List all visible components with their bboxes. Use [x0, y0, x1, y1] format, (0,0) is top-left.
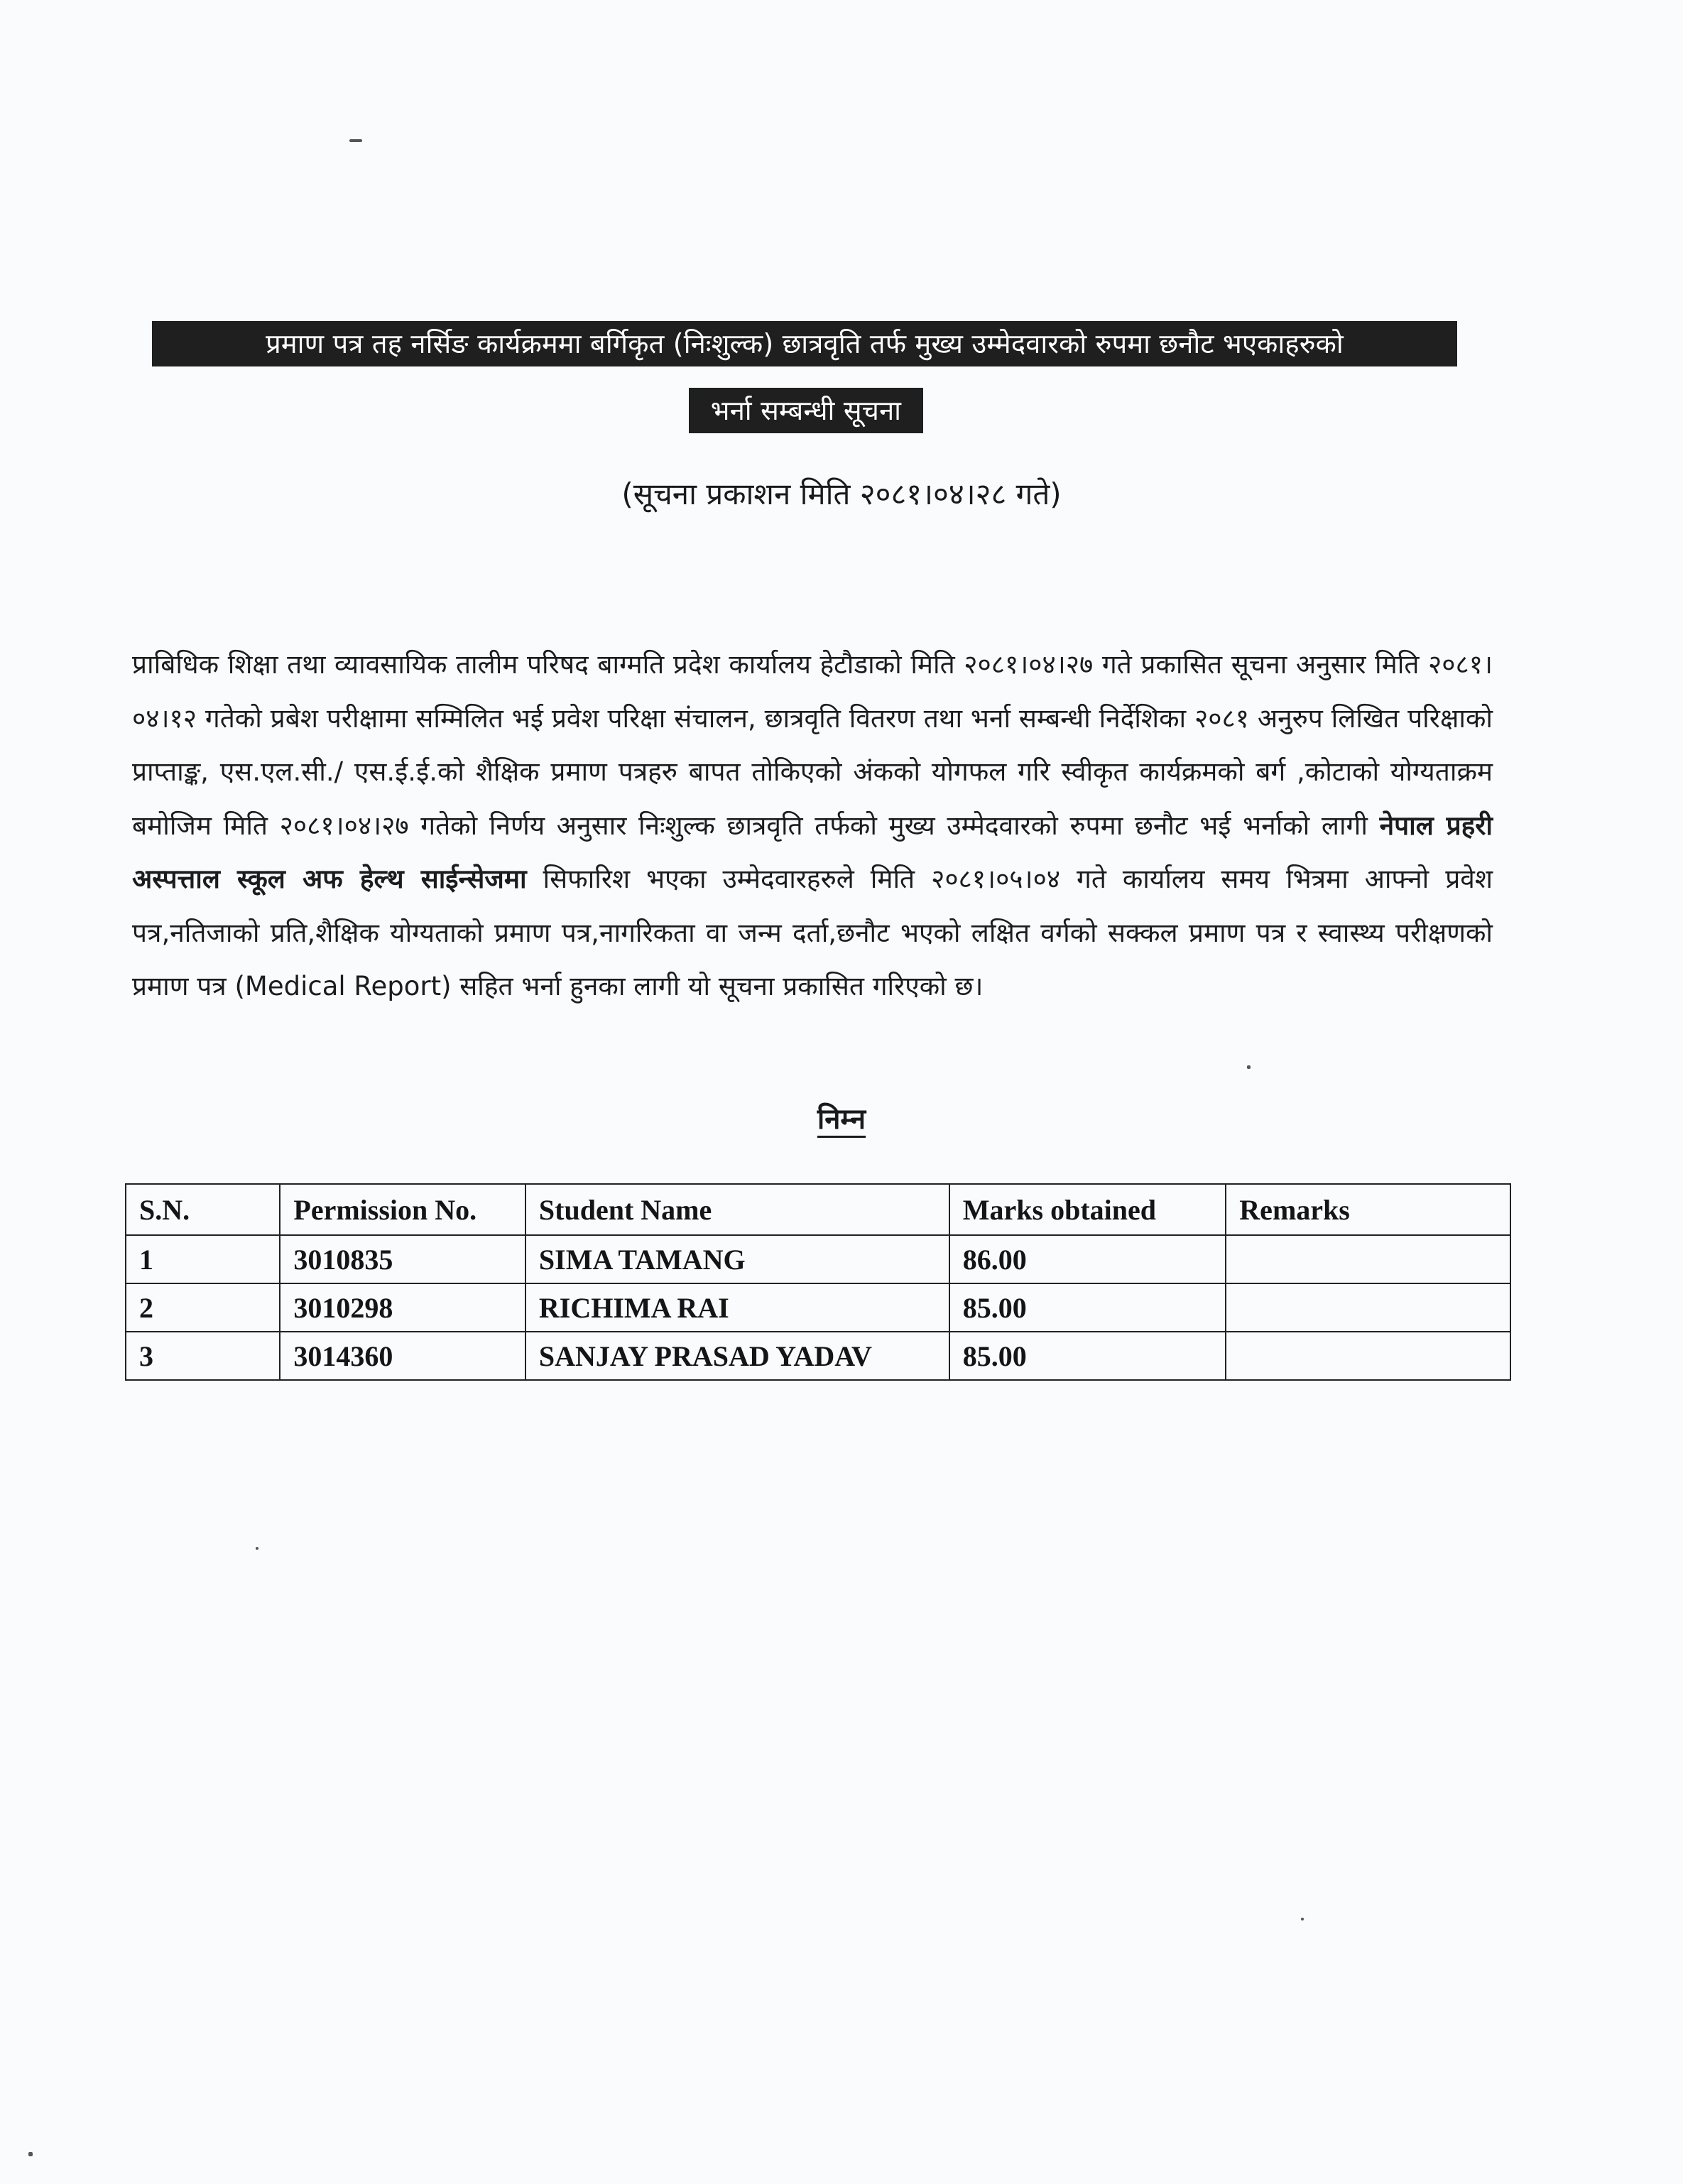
cell-sn: 1 [126, 1235, 280, 1283]
scan-speck [28, 2152, 33, 2156]
cell-remarks [1226, 1332, 1510, 1380]
notice-body-part-2: सिफारिश भएका उम्मेदवारहरुले मिति २०८१।०५।०४ गते कार्यालय समय भित्रमा आफ्नो प्रवेश पत्र,नतिजाको प्रति,शैक्षिक योग्यताको प्रमाण पत्र,नागरिकता वा जन्म दर्ता,छनौट भएको लक्षित वर्गको सक्कल प्रमाण पत्र र स्वास्थ्य परीक्षणको प्रमाण पत्र (Medical Report) सहित भर्ना हुनका लागी यो सूचना प्रकासित गरिएको छ। [132, 864, 1493, 1001]
table-row [126, 1332, 1510, 1380]
notice-body [132, 638, 1493, 1014]
cell-marks: 85.00 [949, 1332, 1226, 1380]
header-marks-obtained: Marks obtained [949, 1184, 1226, 1235]
table-row [126, 1283, 1510, 1332]
cell-permission-no: 3014360 [280, 1332, 525, 1380]
cell-sn: 2 [126, 1283, 280, 1332]
scan-speck [349, 139, 362, 142]
list-heading-text: निम्न [817, 1103, 866, 1136]
header-student-name: Student Name [525, 1184, 949, 1235]
cell-sn: 3 [126, 1332, 280, 1380]
cell-permission-no: 3010298 [280, 1283, 525, 1332]
cell-marks: 85.00 [949, 1283, 1226, 1332]
header-sn: S.N. [126, 1184, 280, 1235]
table-header-row [126, 1184, 1510, 1235]
list-heading [0, 1098, 1683, 1141]
notice-title-line-2: भर्ना सम्बन्धी सूचना [689, 388, 923, 433]
table-row [126, 1235, 1510, 1283]
header-permission-no: Permission No. [280, 1184, 525, 1235]
cell-student-name: SIMA TAMANG [525, 1235, 949, 1283]
scan-speck [256, 1547, 258, 1550]
scan-speck [1301, 1918, 1304, 1920]
cell-student-name: SANJAY PRASAD YADAV [525, 1332, 949, 1380]
notice-body-part-1: प्राबिधिक शिक्षा तथा व्यावसायिक तालीम परिषद बाग्मति प्रदेश कार्यालय हेटौडाको मिति २०८१।०४।२७ गते प्रकासित सूचना अनुसार मिति २०८१।०४।१२ गतेको प्रबेश परीक्षामा सम्मिलित भई प्रवेश परिक्षा संचालन, छात्रवृति वितरण तथा भर्ना सम्बन्धी निर्देशिका २०८१ अनुरुप लिखित परिक्षाको प्राप्ताङ्क, एस.एल.सी./ एस.ई.ई.को शैक्षिक प्रमाण पत्रहरु बापत तोकिएको अंकको योगफल गरि स्वीकृत कार्यक्रमको बर्ग ,कोटाको योग्यताक्रम बमोजिम मिति २०८१।०४।२७ गतेको निर्णय अनुसार निःशुल्क छात्रवृति तर्फको मुख्य उम्मेदवारको रुपमा छनौट भई भर्नाको लागी [132, 649, 1493, 841]
cell-remarks [1226, 1283, 1510, 1332]
cell-marks: 86.00 [949, 1235, 1226, 1283]
cell-student-name: RICHIMA RAI [525, 1283, 949, 1332]
scan-speck [1247, 1065, 1251, 1069]
publication-date: (सूचना प्रकाशन मिति २०८१।०४।२८ गते) [621, 477, 1062, 511]
selected-students-table [125, 1183, 1511, 1381]
header-remarks: Remarks [1226, 1184, 1510, 1235]
notice-title-line-1: प्रमाण पत्र तह नर्सिङ कार्यक्रममा बर्गिकृत (निःशुल्क) छात्रवृति तर्फ मुख्य उम्मेदवारको रुपमा छनौट भएकाहरुको [152, 321, 1457, 366]
cell-permission-no: 3010835 [280, 1235, 525, 1283]
notice-body-institution: नेपाल प्रहरी अस्पत्ताल स्कूल अफ हेल्थ साईन्सेजमा [132, 810, 1493, 894]
cell-remarks [1226, 1235, 1510, 1283]
